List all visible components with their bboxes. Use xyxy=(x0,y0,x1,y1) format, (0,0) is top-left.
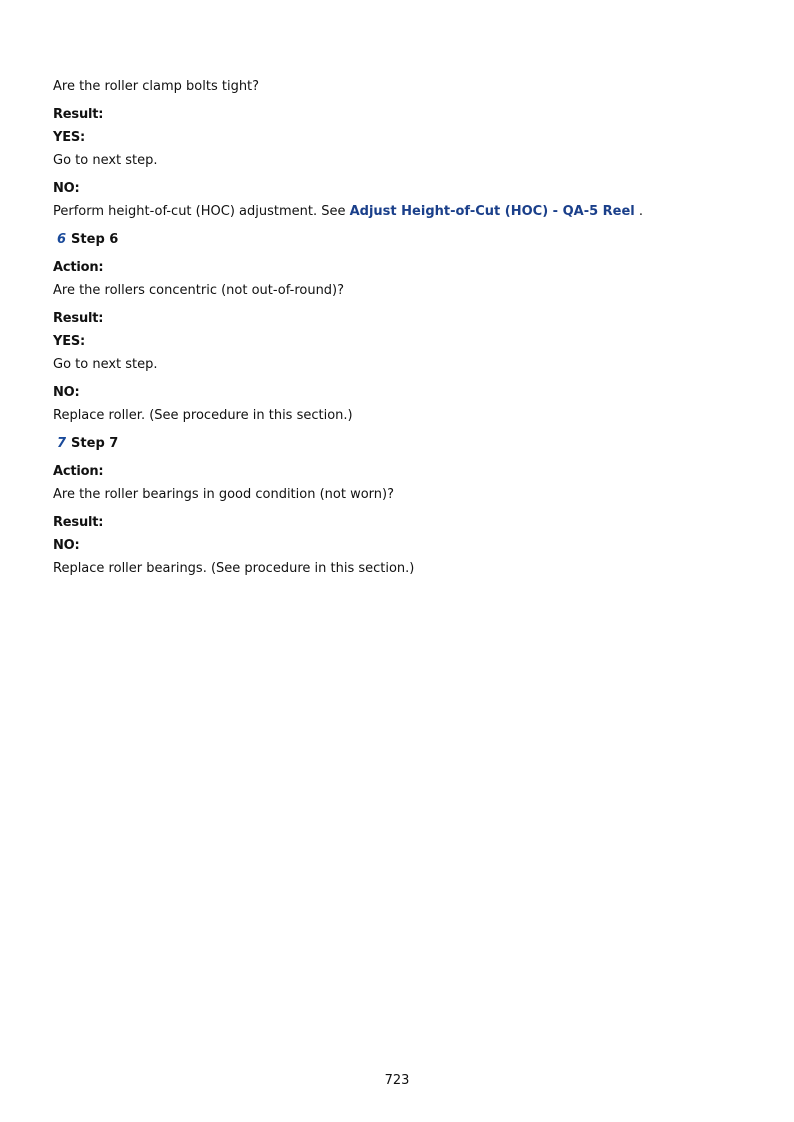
step-6-result-label: Result: xyxy=(53,311,104,326)
step-6-yes-text: Go to next step. xyxy=(53,357,158,372)
result-label: Result: xyxy=(53,107,104,122)
step-7-no-text: Replace roller bearings. (See procedure in this section.) xyxy=(53,561,415,576)
yes-text: Go to next step. xyxy=(53,153,158,168)
step-6-number: 6 xyxy=(57,232,67,247)
step-6-no-label: NO: xyxy=(53,385,80,400)
step-6-title: Step 6 xyxy=(71,232,119,247)
adjust-hoc-link[interactable]: Adjust Height-of-Cut (HOC) - QA-5 Reel xyxy=(349,204,635,219)
no-text-suffix: . xyxy=(634,204,644,219)
step-7-title: Step 7 xyxy=(71,436,119,451)
step-7-no-label: NO: xyxy=(53,538,80,553)
step-6-no-text: Replace roller. (See procedure in this section.) xyxy=(53,408,353,423)
step-6-action-label: Action: xyxy=(53,260,104,275)
step-7-action-label: Action: xyxy=(53,464,104,479)
no-text-prefix: Perform height-of-cut (HOC) adjustment. See xyxy=(53,204,350,219)
step-6-action-text: Are the rollers concentric (not out-of-round)? xyxy=(53,283,345,298)
step-7-action-text: Are the roller bearings in good condition (not worn)? xyxy=(53,487,395,502)
document-body xyxy=(53,78,753,588)
step-7-number: 7 xyxy=(57,436,67,451)
step-6-heading xyxy=(57,231,753,249)
step-7-result-label: Result: xyxy=(53,515,104,530)
no-text xyxy=(53,203,753,221)
page-number: 723 xyxy=(384,1073,410,1088)
roller-clamp-question: Are the roller clamp bolts tight? xyxy=(53,79,260,94)
step-6-yes-label: YES: xyxy=(53,334,86,349)
no-label: NO: xyxy=(53,181,80,196)
step-7-heading xyxy=(57,435,753,453)
yes-label: YES: xyxy=(53,130,86,145)
